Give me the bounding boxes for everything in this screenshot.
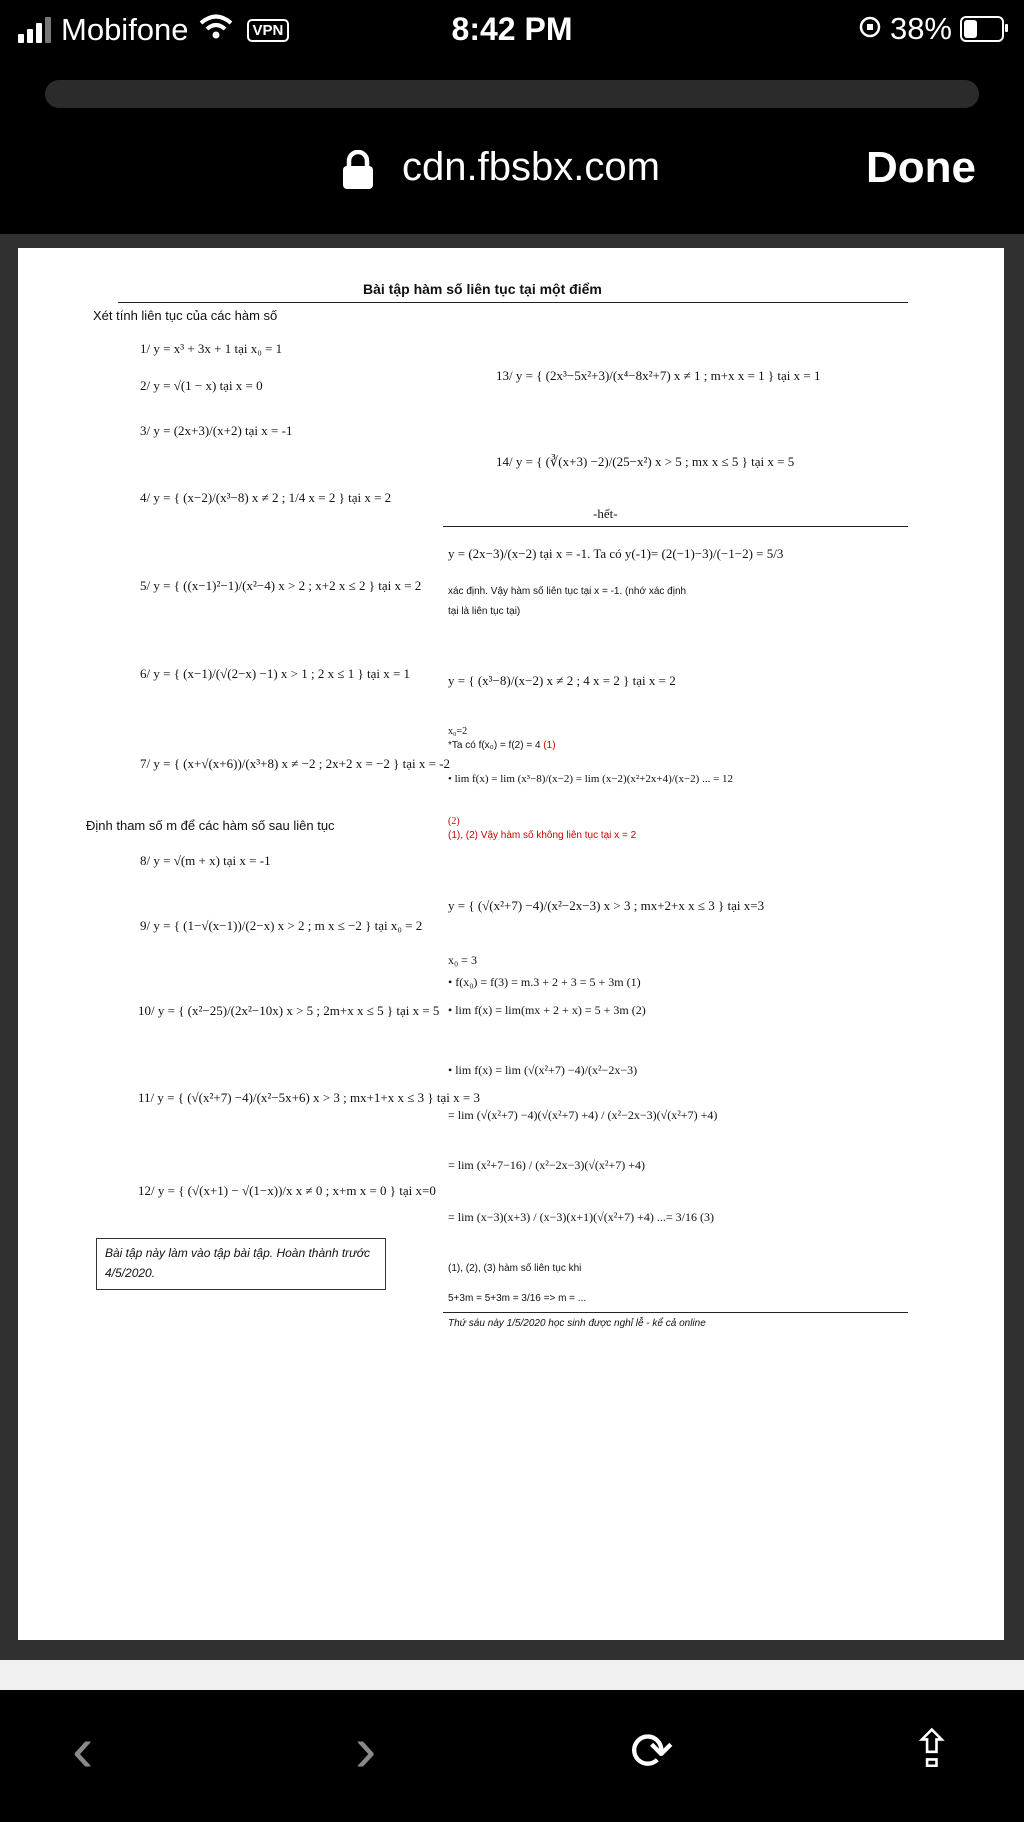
footer-divider [443,1312,908,1313]
homework-note: Bài tập này làm vào tập bài tập. Hoàn thành trước 4/5/2020. [96,1238,386,1290]
solution-3-step-6: = lim (x−3)(x+3) / (x−3)(x+1)(√(x²+7) +4) ...= 3/16 (3) [448,1210,714,1224]
lock-icon [340,150,376,190]
problem-8: 8/ y = √(m + x) tại x = -1 [140,853,271,868]
back-button[interactable]: ‹ [72,1713,94,1785]
document-page [18,248,1004,1640]
problem-6: 6/ y = { (x−1)/(√(2−x) −1) x > 1 ; 2 x ≤ 1 } tại x = 1 [140,666,411,681]
problem-14: 14/ y = { (∛(x+3) −2)/(25−x²) x > 5 ; mx x ≤ 5 } tại x = 5 [496,454,795,469]
reload-button[interactable]: ⟳ [630,1723,674,1781]
end-marker: -hết- [593,506,618,521]
doc-intro: Xét tính liên tục của các hàm số [93,308,278,323]
solution-2-step-1 [448,740,556,751]
sheet-grabber[interactable] [45,80,979,108]
problem-7: 7/ y = { (x+√(x+6))/(x³+8) x ≠ −2 ; 2x+2 x = −2 } tại x = -2 [140,756,451,771]
problem-4: 4/ y = { (x−2)/(x³−8) x ≠ 2 ; 1/4 x = 2 } tại x = 2 [140,490,392,505]
battery-group [858,11,1004,47]
carrier-name: Mobifone [61,12,189,47]
solution-3-step-1: • f(x₀) = f(3) = m.3 + 2 + 3 = 5 + 3m (1) [448,975,641,989]
solution-2-step-1-tag: (1) [543,740,556,751]
solution-3-x0: x₀ = 3 [448,953,477,967]
problem-11: 11/ y = { (√(x²+7) −4)/(x²−5x+6) x > 3 ; mx+1+x x ≤ 3 } tại x = 3 [138,1090,480,1105]
solution-2-tag-2: (2) [448,816,460,827]
problem-9: 9/ y = { (1−√(x−1))/(2−x) x > 2 ; m x ≤ −2 } tại x₀ = 2 [140,918,423,933]
solution-3-step-5: = lim (x²+7−16) / (x²−2x−3)(√(x²+7) +4) [448,1158,646,1172]
solution-1-line-3: tại là liên tục tại) [448,606,521,617]
problem-5: 5/ y = { ((x−1)²−1)/(x²−4) x > 2 ; x+2 x ≤ 2 } tại x = 2 [140,578,422,593]
solution-2-function: y = { (x³−8)/(x−2) x ≠ 2 ; 4 x = 2 } tại x = 2 [448,673,676,688]
right-divider [443,526,908,527]
orientation-lock-icon [858,11,882,47]
share-button[interactable]: ⇪ [910,1721,954,1779]
url-domain[interactable]: cdn.fbsbx.com [402,145,660,189]
title-divider [118,302,908,303]
problem-2: 2/ y = √(1 − x) tại x = 0 [140,378,263,393]
solution-3-step-2: • lim f(x) = lim(mx + 2 + x) = 5 + 3m (2) [448,1003,646,1017]
vpn-badge: VPN [247,19,290,42]
forward-button[interactable]: › [355,1713,377,1785]
solution-1-line-1: y = (2x−3)/(x−2) tại x = -1. Ta có y(-1)= (2(−1)−3)/(−1−2) = 5/3 [448,546,784,561]
bottom-toolbar [0,1690,1024,1822]
solution-3-function: y = { (√(x²+7) −4)/(x²−2x−3) x > 3 ; mx+2+x x ≤ 3 } tại x=3 [448,898,765,913]
footer-note: Thứ sáu này 1/5/2020 học sinh được nghỉ lễ - kể cả online [448,1318,706,1329]
solution-1-line-2: xác định. Vậy hàm số liên tục tại x = -1. (nhớ xác định [448,586,687,597]
solution-3-conclusion: (1), (2), (3) hàm số liên tục khi [448,1263,582,1274]
problem-10: 10/ y = { (x²−25)/(2x²−10x) x > 5 ; 2m+x x ≤ 5 } tại x = 5 [138,1003,440,1018]
viewer-bottom-strip [0,1660,1024,1690]
solution-3-step-3: • lim f(x) = lim (√(x²+7) −4)/(x²−2x−3) [448,1063,638,1077]
clock: 8:42 PM [451,11,573,47]
solution-3-step-4: = lim (√(x²+7) −4)(√(x²+7) +4) / (x²−2x−3)(√(x²+7) +4) [448,1108,718,1122]
battery-fill [964,20,977,38]
solution-2-limit: • lim f(x) = lim (x³−8)/(x−2) = lim (x−2)(x²+2x+4)/(x−2) ... = 12 [448,773,734,785]
battery-icon [960,16,1004,42]
solution-2-conclusion: (1), (2) Vậy hàm số không liên tục tại x = 2 [448,830,637,841]
problem-12: 12/ y = { (√(x+1) − √(1−x))/x x ≠ 0 ; x+m x = 0 } tại x=0 [138,1183,436,1198]
section-2-heading: Định tham số m để các hàm số sau liên tục [86,818,335,833]
problem-13: 13/ y = { (2x³−5x²+3)/(x⁴−8x²+7) x ≠ 1 ; m+x x = 1 } tại x = 1 [496,368,821,383]
status-bar [0,0,1024,60]
solution-2-step-1-text: *Ta có f(x₀) = f(2) = 4 [448,740,541,751]
doc-title: Bài tập hàm số liên tục tại một điểm [363,281,602,297]
battery-percent: 38% [889,11,952,46]
solution-2-x0: x₀=2 [448,726,468,737]
solution-3-equation: 5+3m = 5+3m = 3/16 => m = ... [448,1293,587,1304]
done-button[interactable]: Done [866,143,976,192]
problem-3: 3/ y = (2x+3)/(x+2) tại x = -1 [140,423,293,438]
problem-1: 1/ y = x³ + 3x + 1 tại x₀ = 1 [140,341,283,356]
